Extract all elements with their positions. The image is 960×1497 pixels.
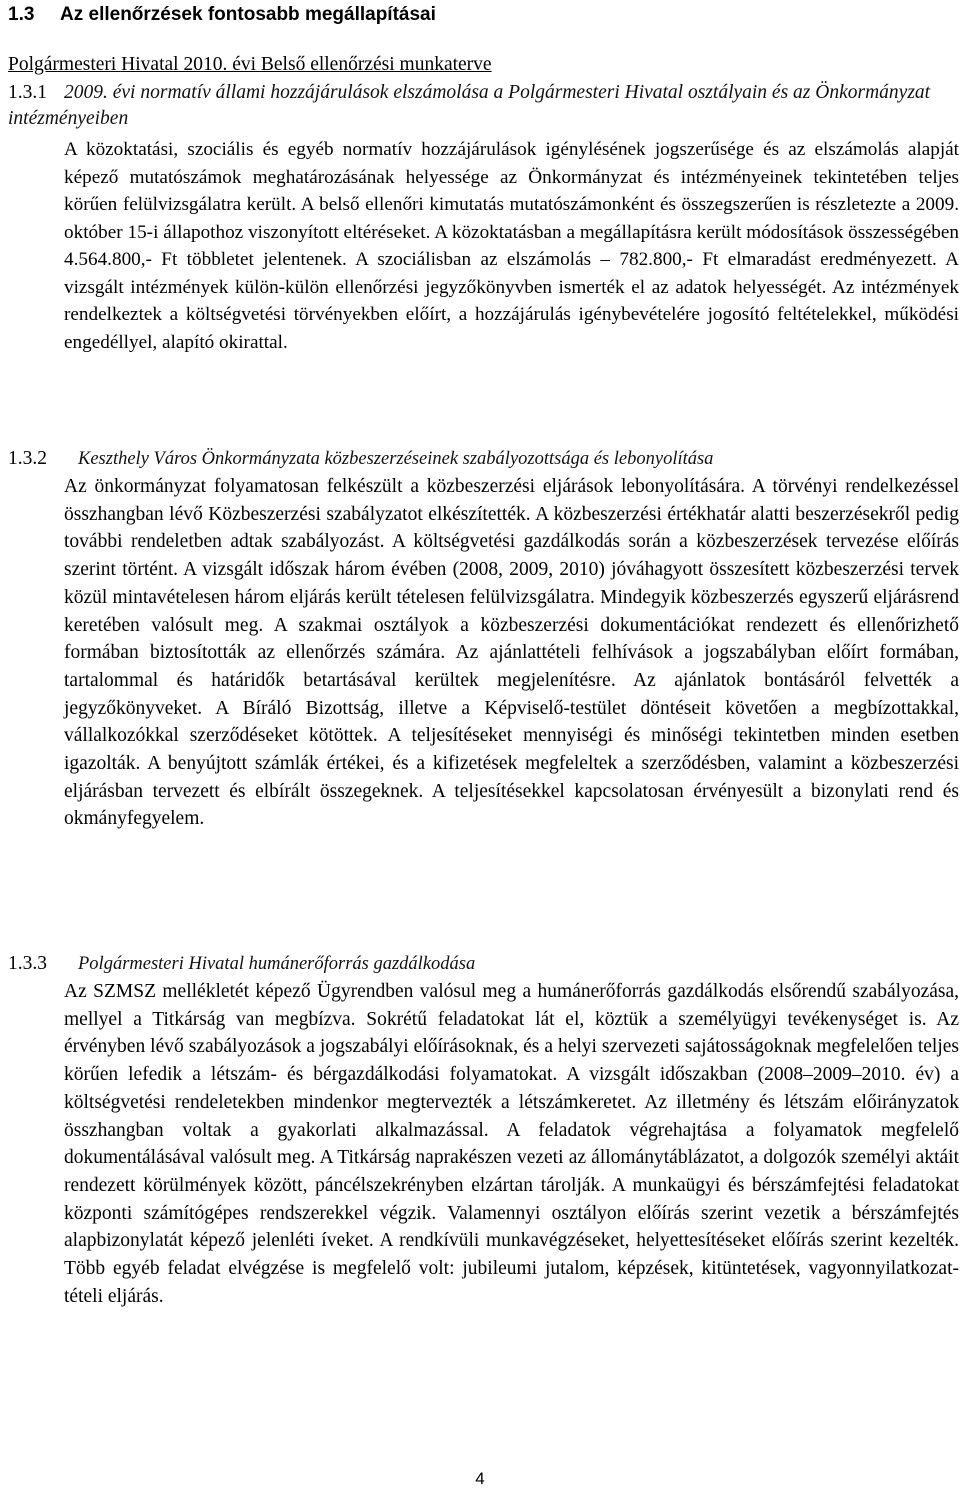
subsection-title: Polgármesteri Hivatal humánerőforrás gazdálkodása	[78, 954, 476, 974]
section-heading	[8, 3, 436, 27]
section-title: Az ellenőrzések fontosabb megállapításai	[60, 4, 436, 25]
subsection-title: Keszthely Város Önkormányzata közbeszerzéseinek szabályozottsága és lebonyolítása	[78, 449, 714, 469]
subsection-body: A közoktatási, szociális és egyéb normatív hozzájárulások igénylésének jogszerűsége és az elszámolás alapját képező mutatószámok meghatározásának helyessége az Önkormányzat és intézményeinek tekintetében teljes körűen felülvizsgálatra került. A belső ellenőri kimutatás mutatószámonként és összegszerűen is részletezte a 2009. október 15-i állapothoz viszonyított eltéréseket. A közoktatásban a megállapításra került módosítások összességében 4.564.800,- Ft többletet jelentenek. A szociálisban az elszámolás – 782.800,- Ft elmaradást eredményezett. A vizsgált intézmények külön-külön ellenőrzési jegyzőkönyvben ismerték el az adatok helyességét. Az intézmények rendelkeztek a költségvetési törvényekben előírt, a hozzájárulás igénybevételére jogosító feltételekkel, működési engedéllyel, alapító okirattal.	[64, 139, 959, 353]
subsection-title: 2009. évi normatív állami hozzájárulások elszámolása a Polgármesteri Hivatal osztályain és az Önkormányzat intézményeiben	[8, 82, 931, 129]
plan-title: Polgármesteri Hivatal 2010. évi Belső ellenőrzési munkaterve	[8, 54, 492, 75]
section-number: 1.3	[8, 4, 35, 25]
subsection-number: 1.3.3	[8, 953, 47, 974]
subsection-number: 1.3.1	[8, 82, 47, 103]
page-number: 4	[475, 1469, 485, 1488]
subsection-body: Az önkormányzat folyamatosan felkészült a közbeszerzési eljárások lebonyolítására. A törvényi rendelkezéssel összhangban lévő Közbeszerzési szabályzatot elkészítették. A közbeszerzési értékhatár alatti beszerzésekről pedig további rendeletben adtak szabályozást. A költségvetési gazdálkodás során a közbeszerzések tervezése előírás szerint történt. A vizsgált időszak három évében (2008, 2009, 2010) jóváhagyott összesített közbeszerzési tervek közül mintavételesen három eljárás került tételesen felülvizsgálatra. Mindegyik közbeszerzés egyszerű eljárásrend keretében valósult meg. A szakmai osztályok a közbeszerzési dokumentációkat rendezett és ellenőrizhető formában biztosították az ellenőrzés számára. Az ajánlattételi felhívások a jogszabályban előírt formában, tartalommal és határidők betartásával kerültek megjelenítésre. Az ajánlatok bontásáról felvették a jegyzőkönyveket. A Bíráló Bizottság, illetve a Képviselő-testület döntéseit követően a megbízottakkal, vállalkozókkal szerződéseket kötöttek. A teljesítéseket mennyiségi és minőségi tekintetben minden esetben igazolták. A benyújtott számlák értékei, és a kifizetések megfeleltek a szerződésben, valamint a közbeszerzési eljárásban tervezett és elbírált összegeknek. A teljesítésekkel kapcsolatosan érvényesült a bizonylati rend és okmányfegyelem.	[64, 476, 959, 830]
subsection-number: 1.3.2	[8, 448, 47, 469]
subsection-body: Az SZMSZ mellékletét képező Ügyrendben valósul meg a humánerőforrás gazdálkodás elsőrendű szabályozása, mellyel a Titkárság van megbízva. Sokrétű feladatokat lát el, köztük a személyügyi tevékenységet is. Az érvényben lévő szabályozások a jogszabályi előírásoknak, és a helyi szervezeti sajátosságoknak megfelelően teljes körűen lefedik a létszám- és bérgazdálkodási folyamatokat. A vizsgált időszakban (2008–2009–2010. év) a költségvetési rendeletekben mindenkor megtervezték a létszámkeretet. Az illetmény és létszám előirányzatok összhangban voltak a gyakorlati alkalmazással. A feladatok végrehajtása a folyamatok megfelelő dokumentálásával valósult meg. A Titkárság naprakészen vezeti az állománytáblázatot, a dolgozók személyi aktáit rendezett körülmények között, páncélszekrényben elzártan tárolják. A munkaügyi és bérszámfejtési feladatokat központi számítógépes rendszerekkel végzik. Valamennyi osztályon előírás szerint vezetik a bérszámfejtés alapbizonylatát képező jelenléti íveket. A rendkívüli munkavégzéseket, helyettesítéseket előírás szerint kezelték. Több egyéb feladat elvégzése is megfelelő volt: jubileumi jutalom, képzések, kitüntetések, vagyonnyilatkozat-tételi eljárás.	[64, 981, 959, 1307]
